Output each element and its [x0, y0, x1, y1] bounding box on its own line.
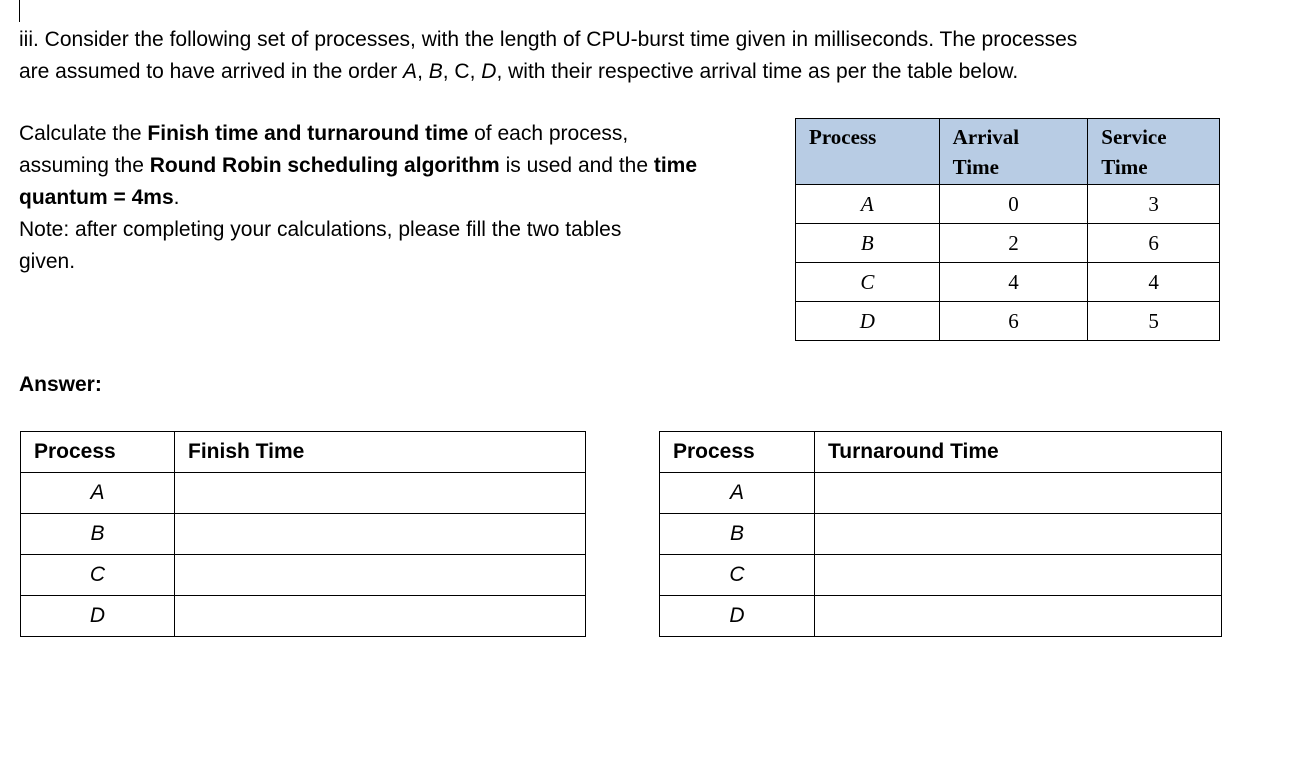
separator: ,	[417, 60, 429, 83]
instr-emphasis: Round Robin scheduling algorithm	[149, 154, 500, 177]
separator: , C,	[442, 60, 482, 83]
cell-process: D	[21, 596, 175, 637]
instr-line-1	[19, 118, 697, 150]
table-header-row	[21, 432, 586, 473]
cell-process: C	[660, 555, 815, 596]
question-intro	[19, 24, 1077, 88]
question-instructions	[19, 118, 697, 278]
intro-text: iii. Consider the following set of processes, with the length of CPU-burst time given in milliseconds. The processes	[19, 28, 1078, 51]
cell-process: A	[21, 473, 175, 514]
cell-arrival: 6	[939, 302, 1088, 341]
cell-service: 3	[1088, 185, 1220, 224]
finish-time-cell-d[interactable]	[175, 596, 586, 637]
table-row	[796, 185, 1220, 224]
table-header-row	[660, 432, 1222, 473]
instr-text: assuming the	[19, 154, 150, 177]
cell-service: 5	[1088, 302, 1220, 341]
instr-emphasis: quantum = 4ms	[19, 186, 174, 209]
turnaround-cell-a[interactable]	[815, 473, 1222, 514]
instr-text: of each process,	[468, 122, 629, 145]
cell-process: B	[660, 514, 815, 555]
finish-time-cell-a[interactable]	[175, 473, 586, 514]
table-row	[660, 596, 1222, 637]
note-line-2	[19, 246, 697, 278]
header-turnaround-time: Turnaround Time	[815, 432, 1222, 473]
turnaround-cell-d[interactable]	[815, 596, 1222, 637]
header-label: Time	[1101, 155, 1148, 179]
table-row	[21, 473, 586, 514]
process-ref: A	[403, 60, 418, 83]
process-ref: B	[428, 60, 443, 83]
finish-time-cell-c[interactable]	[175, 555, 586, 596]
instr-line-3	[19, 182, 697, 214]
note-text: Note: after completing your calculations, please fill the two tables	[19, 218, 622, 241]
table-row	[660, 555, 1222, 596]
text-cursor	[19, 0, 20, 22]
table-header-row	[796, 119, 1220, 185]
table-row	[796, 224, 1220, 263]
turnaround-cell-c[interactable]	[815, 555, 1222, 596]
table-row	[796, 302, 1220, 341]
table-row	[660, 473, 1222, 514]
intro-line-2	[19, 56, 1077, 88]
cell-arrival: 4	[939, 263, 1088, 302]
header-arrival-time	[939, 119, 1088, 185]
table-row	[21, 514, 586, 555]
table-row	[21, 555, 586, 596]
header-process: Process	[660, 432, 815, 473]
cell-arrival: 0	[939, 185, 1088, 224]
header-process	[796, 119, 940, 185]
instr-text: Calculate the	[19, 122, 148, 145]
cell-process: A	[660, 473, 815, 514]
note-line-1	[19, 214, 697, 246]
header-service-time	[1088, 119, 1220, 185]
instr-line-2	[19, 150, 697, 182]
header-label: Service	[1101, 125, 1167, 149]
header-label: Arrival	[952, 125, 1020, 149]
instr-text: .	[173, 186, 180, 209]
finish-time-cell-b[interactable]	[175, 514, 586, 555]
header-label: Process	[809, 125, 877, 149]
cell-process: C	[21, 555, 175, 596]
process-data-table	[795, 118, 1220, 341]
instr-text: is used and the	[499, 154, 654, 177]
header-label: Time	[952, 155, 999, 179]
table-row	[21, 596, 586, 637]
turnaround-cell-b[interactable]	[815, 514, 1222, 555]
header-process: Process	[21, 432, 175, 473]
turnaround-time-table	[659, 431, 1222, 637]
cell-process: D	[660, 596, 815, 637]
intro-text: , with their respective arrival time as per the table below.	[496, 60, 1019, 83]
cell-process: B	[796, 224, 940, 263]
instr-emphasis: time	[653, 154, 698, 177]
answer-label: Answer:	[19, 373, 102, 396]
intro-line-1	[19, 24, 1077, 56]
table-row	[796, 263, 1220, 302]
note-text: given.	[19, 250, 76, 273]
header-finish-time: Finish Time	[175, 432, 586, 473]
finish-time-table	[20, 431, 586, 637]
cell-process: D	[796, 302, 940, 341]
cell-process: A	[796, 185, 940, 224]
process-ref: D	[481, 60, 497, 83]
intro-text: are assumed to have arrived in the order	[19, 60, 404, 83]
cell-process: C	[796, 263, 940, 302]
cell-process: B	[21, 514, 175, 555]
cell-service: 6	[1088, 224, 1220, 263]
cell-arrival: 2	[939, 224, 1088, 263]
cell-service: 4	[1088, 263, 1220, 302]
table-row	[660, 514, 1222, 555]
instr-emphasis: Finish time and turnaround time	[147, 122, 469, 145]
